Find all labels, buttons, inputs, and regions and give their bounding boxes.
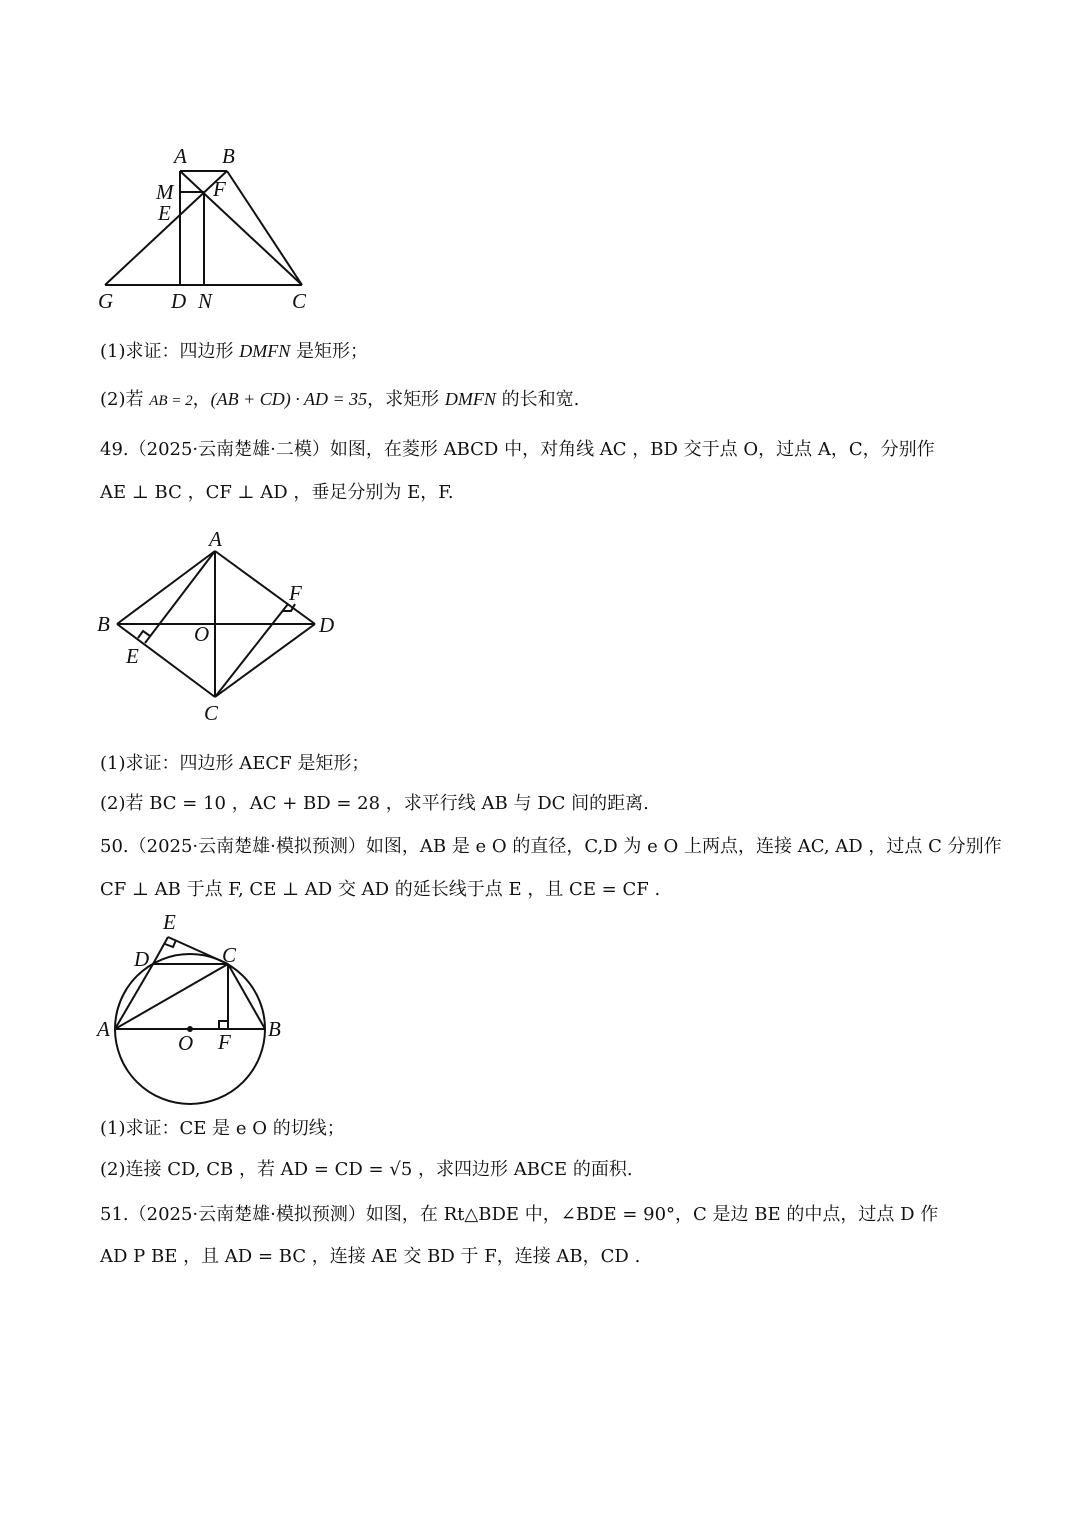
- q50-stem-line1: 50.（2025·云南楚雄·模拟预测）如图，AB 是 e O 的直径，C,D 为 e O 上两点，连接 AC, AD ，过点 C 分别作: [100, 836, 1002, 857]
- q51-stem-line1: 51.（2025·云南楚雄·模拟预测）如图，在 Rt△BDE 中，∠BDE = 90°，C 是边 BE 的中点，过点 D 作: [100, 1204, 939, 1225]
- q48-part2: (2)若 AB = 2，(AB + CD) · AD = 35，求矩形 DMFN 的长和宽.: [100, 389, 580, 410]
- label-B: B: [97, 612, 110, 636]
- q49-part1: (1)求证：四边形 AECF 是矩形；: [100, 753, 370, 774]
- q51-stem-line2: AD P BE ，且 AD = BC ，连接 AE 交 BD 于 F，连接 AB，CD .: [100, 1246, 641, 1267]
- q50-part2: (2)连接 CD, CB ，若 AD = CD = √5 ，求四边形 ABCE 的面积.: [100, 1159, 633, 1180]
- label-O: O: [194, 622, 210, 646]
- q50-part1: (1)求证：CE 是 e O 的切线；: [100, 1118, 345, 1139]
- label-G: G: [98, 289, 114, 313]
- label-C: C: [222, 943, 237, 967]
- label-C: C: [292, 289, 307, 313]
- label-F: F: [218, 1030, 231, 1054]
- label-F: F: [213, 177, 226, 201]
- label-A: A: [174, 144, 187, 168]
- label-O: O: [178, 1031, 194, 1055]
- label-D: D: [171, 289, 187, 313]
- label-E: E: [163, 910, 176, 934]
- label-E: E: [126, 644, 139, 668]
- label-A: A: [209, 527, 222, 551]
- label-A: A: [97, 1017, 110, 1041]
- q49-stem-line2: AE ⊥ BC ，CF ⊥ AD ，垂足分别为 E，F.: [100, 482, 454, 503]
- label-D: D: [319, 613, 335, 637]
- label-E: E: [158, 201, 171, 225]
- q49-part2: (2)若 BC = 10 ，AC + BD = 28 ，求平行线 AB 与 DC 间的距离.: [100, 793, 649, 814]
- label-C: C: [204, 701, 219, 725]
- q49-stem-line1: 49.（2025·云南楚雄·二模）如图，在菱形 ABCD 中，对角线 AC ，BD 交于点 O，过点 A，C，分别作: [100, 439, 935, 460]
- label-B: B: [268, 1017, 281, 1041]
- label-F: F: [289, 581, 302, 605]
- label-D: D: [134, 947, 150, 971]
- label-B: B: [222, 144, 235, 168]
- q50-stem-line2: CF ⊥ AB 于点 F, CE ⊥ AD 交 AD 的延长线于点 E ，且 CE = CF .: [100, 879, 661, 900]
- label-M: M: [156, 180, 174, 204]
- label-N: N: [198, 289, 213, 313]
- q48-part1: (1)求证：四边形 DMFN 是矩形；: [100, 341, 368, 362]
